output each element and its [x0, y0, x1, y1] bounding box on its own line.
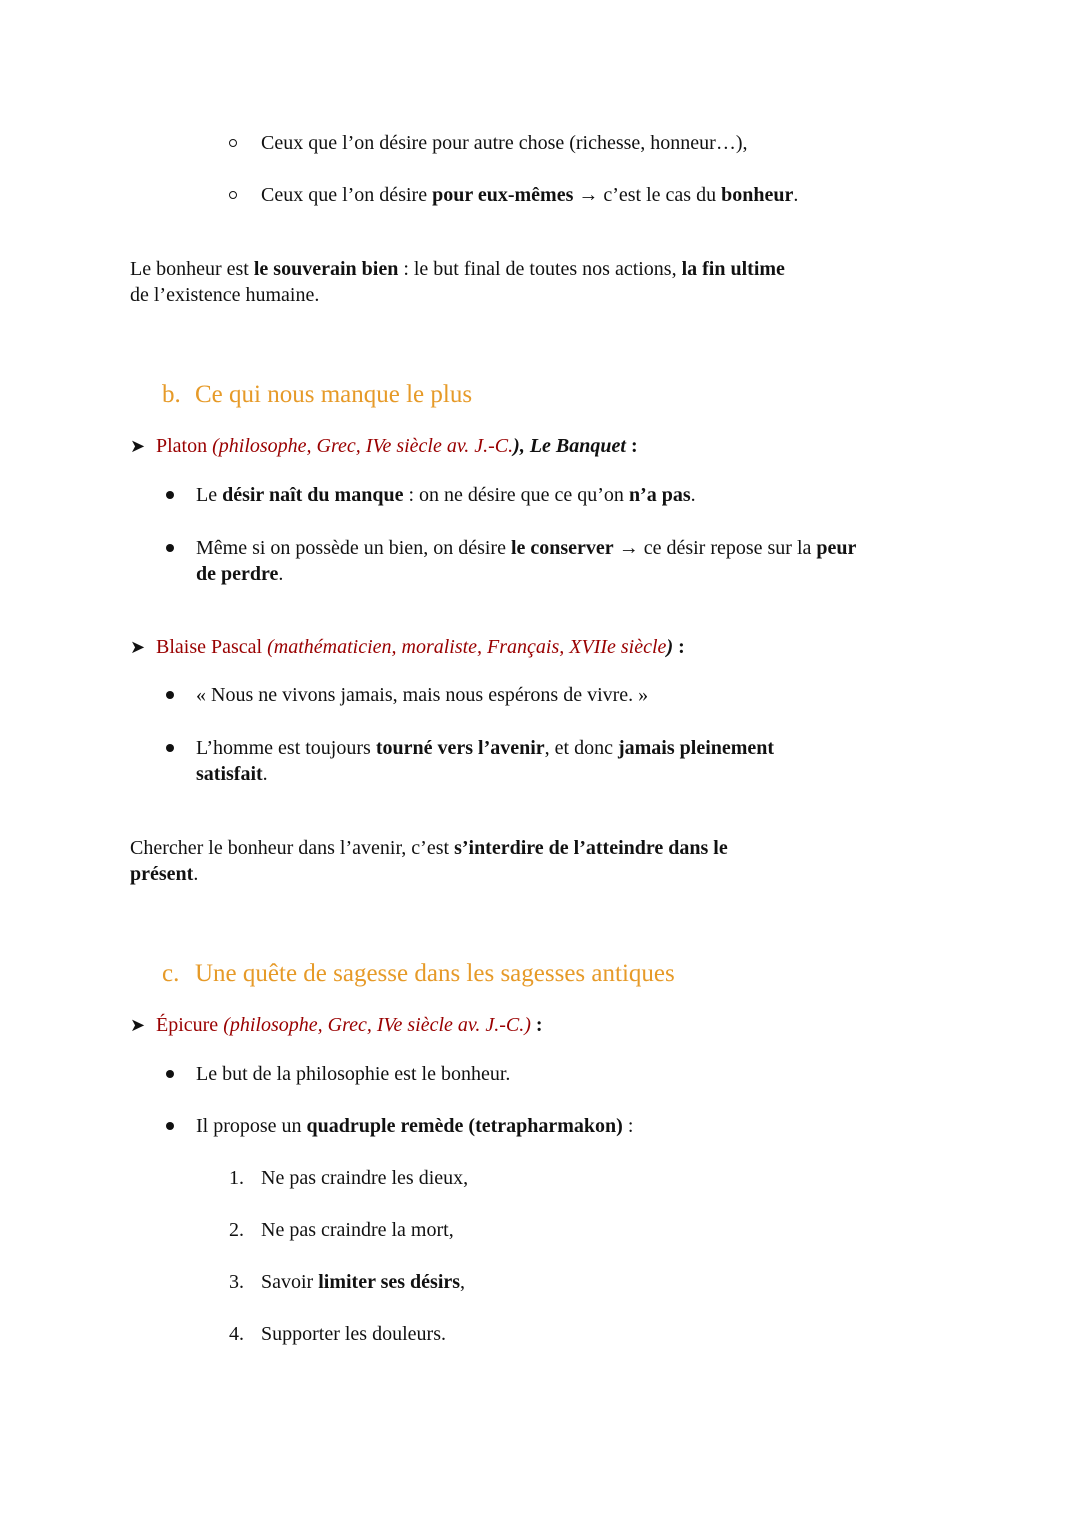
author-epicure: ➤ Épicure (philosophe, Grec, IVe siècle av. J.-C.) :: [130, 1014, 543, 1036]
arrow-bullet-icon: ➤: [130, 637, 146, 657]
bullet-dot-icon: [166, 1122, 174, 1130]
sublist-item-2: Ceux que l’on désire pour eux-mêmes → c’est le cas du bonheur.: [261, 184, 799, 206]
bullet-dot-icon: [166, 1070, 174, 1078]
bullet-dot-icon: [166, 544, 174, 552]
arrow-bullet-icon: ➤: [130, 436, 146, 456]
author-pascal: ➤ Blaise Pascal (mathématicien, moraliste, Français, XVIIe siècle) :: [130, 636, 685, 658]
section-b-heading: b. Ce qui nous manque le plus: [162, 381, 473, 408]
arrow-bullet-icon: ➤: [130, 1015, 146, 1035]
platon-bullet-1: Le désir naît du manque : on ne désire que ce qu’on n’a pas.: [196, 484, 696, 506]
paragraph-conclusion: Chercher le bonheur dans l’avenir, c’est s’interdire de l’atteindre dans le présent.: [130, 837, 728, 885]
platon-bullet-2: Même si on possède un bien, on désire le conserver → ce désir repose sur la peur de perdre.: [196, 537, 857, 585]
section-c-heading: c. Une quête de sagesse dans les sagesses antiques: [162, 960, 675, 987]
bullet-dot-icon: [166, 491, 174, 499]
epicure-bullet-1: Le but de la philosophie est le bonheur.: [196, 1063, 511, 1085]
hollow-circle-bullet-icon: [229, 139, 237, 147]
paragraph-souverain-bien: Le bonheur est le souverain bien : le but final de toutes nos actions, la fin ultime de l’existence humaine.: [130, 258, 785, 306]
bullet-dot-icon: [166, 744, 174, 752]
pascal-bullet-2: L’homme est toujours tourné vers l’avenir, et donc jamais pleinement satisfait.: [196, 737, 775, 785]
author-platon: ➤ Platon (philosophe, Grec, IVe siècle av. J.-C.), Le Banquet :: [130, 435, 638, 457]
bullet-dot-icon: [166, 691, 174, 699]
hollow-circle-bullet-icon: [229, 191, 237, 199]
sublist-item-1: Ceux que l’on désire pour autre chose (richesse, honneur…),: [261, 132, 748, 154]
epicure-bullet-2: Il propose un quadruple remède (tetrapharmakon) :: [196, 1115, 634, 1137]
pascal-bullet-1: « Nous ne vivons jamais, mais nous espérons de vivre. »: [196, 684, 649, 706]
